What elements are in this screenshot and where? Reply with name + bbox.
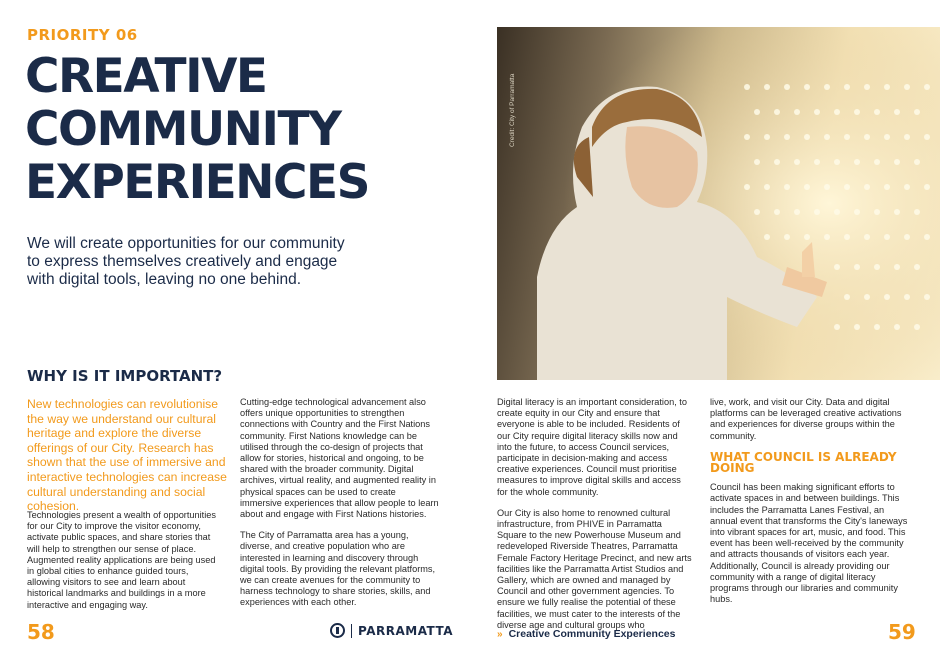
body-paragraph: Cutting-edge technological advancement also offers unique opportunities to strengthen connections with Country and the First Nations community. First Nations knowledge can be utilised through the co-design of projects that allow for stories, historical and ongoing, to be shared with the broader community. Digital archives, virtual reality, and augmented reality in physical spaces can be used to create immersive experiences that allow people to learn about and engage with First Nations histories. xyxy=(240,397,439,520)
logo-divider xyxy=(351,624,352,638)
page-number-left: 58 xyxy=(27,620,55,644)
body-paragraph: Technologies present a wealth of opportunities for our City to improve the visitor economy, activate public spaces, and share stories that will help to strengthen our sense of place. Augmented reality applications are being used in global cities to enhance guided tours, allowing visitors to see and learn about historical landmarks and buildings in a more interactive and engaging way. xyxy=(27,510,216,610)
page-title xyxy=(25,49,369,210)
page-number-right: 59 xyxy=(888,620,916,644)
why-heading: WHY IS IT IMPORTANT? xyxy=(27,367,223,385)
city-seal-icon xyxy=(330,623,345,638)
section-footer xyxy=(497,628,675,640)
section-footer-label: Creative Community Experiences xyxy=(508,628,676,640)
body-paragraph: Our City is also home to renowned cultural infrastructure, from PHIVE in Parramatta Square to the new Powerhouse Museum and redeveloped Riverside Theatres, Parramatta Female Factory Heritage Precinct, and new arts facilities like the Parramatta Artist Studios and Gallery, which are owned and managed by Council and other government agencies. To ensure we fully realise the potential of these facilities, we must cater to the interests of the diverse age and cultural groups who xyxy=(497,507,692,630)
title-line: CREATIVE xyxy=(25,49,267,104)
logo-text: PARRAMATTA xyxy=(358,623,454,638)
hero-photo xyxy=(497,27,940,380)
priority-label: PRIORITY 06 xyxy=(27,26,138,44)
body-paragraph: Digital literacy is an important consideration, to create equity in our City and ensure that everyone is able to be included. Residents of our City require digital literacy skills now and into the future, to access Council services, participate in decision-making and access creative experiences. Council must prioritise measures to improve digital skills and access for the whole community. xyxy=(497,397,687,497)
body-paragraph: The City of Parramatta area has a young, diverse, and creative population who are interested in learning and discovery through digital tools. By providing the relevant platforms, we can create avenues for the community to harness technology to share stories, skills, and experiences with each other. xyxy=(240,530,436,608)
photo-credit: Credit: City of Parramatta xyxy=(509,73,516,147)
lead-paragraph: We will create opportunities for our community to express themselves creatively and engage with digital tools, leaving no one behind. xyxy=(27,235,345,288)
column-4-body xyxy=(710,397,910,615)
body-paragraph: live, work, and visit our City. Data and digital platforms can be leveraged creative activations and experiences for diverse groups within the community. xyxy=(710,397,902,441)
parramatta-logo xyxy=(330,623,453,638)
doing-heading: WHAT COUNCIL IS ALREADY DOING xyxy=(710,449,897,476)
title-line: EXPERIENCES xyxy=(25,155,369,210)
column-2-body xyxy=(240,397,440,619)
body-paragraph: Council has been making significant efforts to activate spaces in and between buildings. This includes the Parramatta Lanes Festival, an annual event that transforms the City's laneways into vibrant spaces for art, music, and food. This event has been well-received by the community and attracts thousands of visitors each year. Additionally, Council is already providing our community with a range of digital literacy programs through our libraries and community hubs. xyxy=(710,482,908,605)
column-1-body xyxy=(27,510,222,621)
photo-illustration xyxy=(497,27,940,380)
column-3-body xyxy=(497,397,692,641)
double-chevron-right-icon: » xyxy=(497,628,503,640)
title-line: COMMUNITY xyxy=(25,102,341,157)
orange-lead-paragraph: New technologies can revolutionise the way we understand our cultural heritage and explore the diverse offerings of our City. Research has shown that the use of immersive and interactive technologies can increase cultural understanding and social cohesion. xyxy=(27,397,227,514)
